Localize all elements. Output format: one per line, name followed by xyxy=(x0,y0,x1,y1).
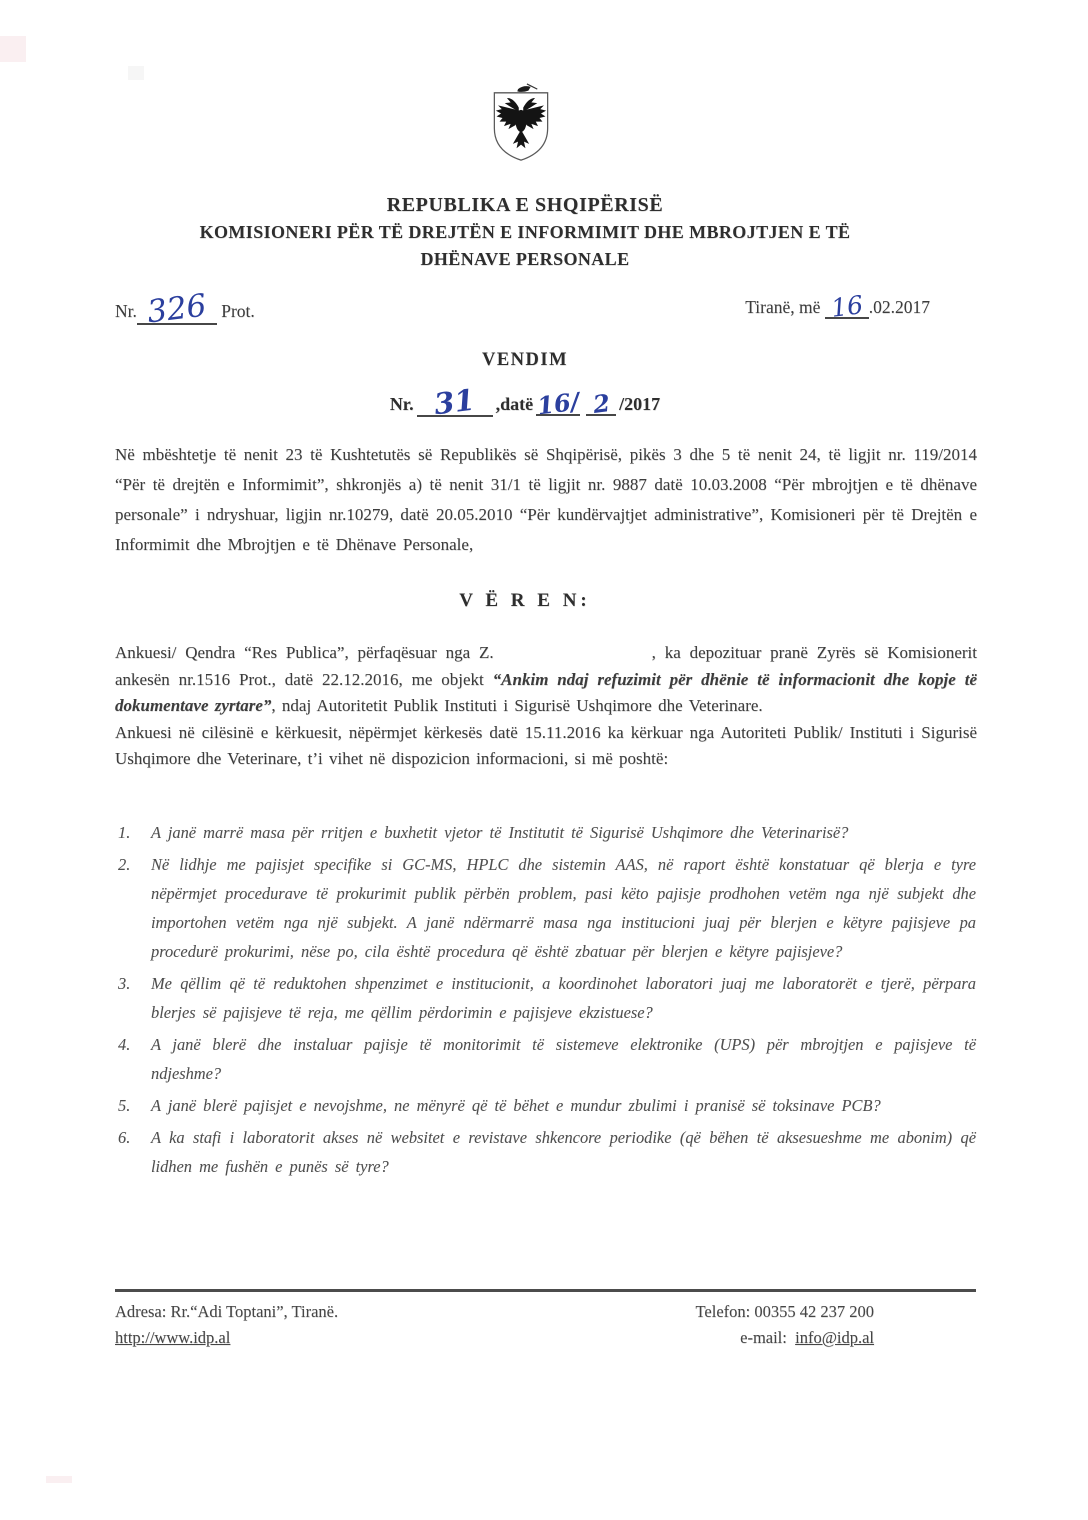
question-number: 6. xyxy=(118,1128,131,1147)
footer-email-link[interactable]: info@idp.al xyxy=(795,1328,874,1347)
question-number: 3. xyxy=(118,974,131,993)
question-text: Në lidhje me pajisjet specifike si GC-MS, HPLC dhe sistemin AAS, në raport është konstatuar që blerja e tyre nëpërmjet procedurave të prokurimit publik përbën problem, pasi këto pajisje prodhohen vetëm nga një subjekt dhe importohen vetëm nga një subjekt. A janë ndërmarrë masa nga institucioni juaj për blerjen e këtyre pajisjeve pa procedurë prokurimi, nëse po, cila është procedura që është zbatuar për blerjen e këtyre pajisjeve? xyxy=(151,855,976,961)
decision-date-label: ,datë xyxy=(495,394,534,414)
scan-artifact xyxy=(46,1476,72,1483)
complaint-paragraph xyxy=(115,640,977,720)
complaint-intro: Ankuesi/ Qendra “Res Publica”, përfaqësuar nga Z. xyxy=(115,643,494,662)
question-item xyxy=(118,1030,976,1088)
questions-list xyxy=(118,818,976,1181)
decision-nr-label: Nr. xyxy=(389,394,414,414)
place-date xyxy=(745,292,930,325)
question-item xyxy=(118,850,976,966)
body-paragraphs xyxy=(115,640,977,773)
question-text: A janë blerë dhe instaluar pajisje të monitorimit të sistemeve elektronike (UPS) për mbrojtjen e pajisjeve të ndjeshme? xyxy=(151,1035,976,1083)
footer-website-link[interactable]: http://www.idp.al xyxy=(115,1328,231,1347)
questions-section xyxy=(118,818,976,1184)
question-item xyxy=(118,818,976,847)
date-day-value: 16 xyxy=(829,290,865,323)
decision-nr-value: 31 xyxy=(432,382,477,422)
question-number: 1. xyxy=(118,823,131,842)
question-item xyxy=(118,1123,976,1181)
commissioner-title-line1: KOMISIONERI PËR TË DREJTËN E INFORMIMIT DHE MBROJTJEN E TË xyxy=(199,222,851,242)
decision-date-value: 16/ xyxy=(535,386,582,421)
legal-basis-paragraph: Në mbështetje të nenit 23 të Kushtetutës së Republikës së Shqipërisë, pikës 3 dhe 5 të nenit 24, të ligjit nr. 119/2014 “Për të drejtën e Informimit”, shkronjës a) të nenit 31/1 të ligjit nr. 9887 datë 10.03.2008 “Për mbrojtjen e të dhënave personale” i ndryshuar, ligjin nr.10279, datë 20.05.2010 “Për kundërvajtjet administrative”, Komisioneri për të Drejtën e Informimit dhe Mbrojtjen e të Dhënave Personale, xyxy=(115,445,977,554)
document-header xyxy=(40,192,1010,273)
footer-address: Adresa: Rr.“Adi Toptani”, Tiranë. xyxy=(115,1302,339,1321)
question-text: A janë blerë pajisjet e nevojshme, ne mënyrë që të bëhet e mundur zbulimi i pranisë së toksinave PCB? xyxy=(151,1096,881,1115)
question-text: Me qëllim që të reduktohen shpenzimet e institucionit, a koordinohet laboratori juaj me laboratorët e tjerë, përpara blerjes së pajisjeve të reja, me qëllim përdorimin e pajisjeve ekzistuese? xyxy=(151,974,976,1022)
complaint-object: “Ankim ndaj refuzimit për dhënie të informacionit dhe kopje të dokumentave zyrtare” xyxy=(115,669,977,715)
question-number: 2. xyxy=(118,855,131,874)
decision-date-value2: 2 xyxy=(591,388,612,419)
place-date-label: Tiranë, më xyxy=(745,297,821,317)
footer-phone: Telefon: 00355 42 237 200 xyxy=(695,1302,874,1321)
document-footer xyxy=(115,1289,976,1351)
albanian-eagle-emblem-icon xyxy=(0,82,1088,168)
complaint-authority: , ndaj Autoritetit Publik Instituti i Sigurisë Ushqimore dhe Veterinare. xyxy=(271,696,763,715)
protocol-number-blank xyxy=(137,287,217,331)
date-month-year: .02.2017 xyxy=(868,297,930,317)
question-text: A janë marrë masa për rritjen e buxhetit vjetor të Institutit të Sigurisë Ushqimore dhe Veterinarisë? xyxy=(151,823,849,842)
protocol-number-label: Nr. xyxy=(115,301,137,321)
protocol-row xyxy=(115,287,970,331)
date-day-blank xyxy=(825,290,869,323)
decision-nr-blank xyxy=(417,382,493,422)
republic-title: REPUBLIKA E SHQIPËRISË xyxy=(386,194,664,216)
question-number: 5. xyxy=(118,1096,131,1115)
footer-left xyxy=(115,1299,338,1351)
question-item xyxy=(118,1091,976,1120)
decision-title: VENDIM xyxy=(481,350,569,370)
scan-artifact xyxy=(0,36,26,62)
scan-artifact xyxy=(128,66,144,80)
decision-date-blank2 xyxy=(586,388,616,419)
decision-number-line xyxy=(40,382,1010,422)
footer-right xyxy=(696,1299,875,1351)
question-item xyxy=(118,969,976,1027)
request-paragraph: Ankuesi në cilësinë e kërkuesit, nëpërmjet kërkesës datë 15.11.2016 ka kërkuar nga Autoriteti Publik/ Instituti i Sigurisë Ushqimore dhe Veterinare, t’i vihet në dispozicion informacioni, si më poshtë: xyxy=(115,722,977,768)
footer-email-label: e-mail: xyxy=(740,1328,787,1347)
protocol-prot-label: Prot. xyxy=(221,301,255,321)
decision-year: /2017 xyxy=(619,394,661,414)
protocol-number xyxy=(115,287,255,331)
question-text: A ka stafi i laboratorit akses në websitet e revistave shkencore periodike (që bëhen të aksesueshme me abonim) që lidhen me fushën e punës së tyre? xyxy=(151,1128,976,1176)
commissioner-title-line2: DHËNAVE PERSONALE xyxy=(420,249,630,269)
veren-heading: V Ë R E N: xyxy=(459,590,591,611)
protocol-number-value: 326 xyxy=(145,287,209,331)
complaint-details: , ka depozituar pranë Zyrës së Komisionerit ankesën nr.1516 Prot., datë 22.12.2016, me objekt xyxy=(115,643,977,689)
decision-date-blank xyxy=(535,386,582,421)
question-number: 4. xyxy=(118,1035,131,1054)
